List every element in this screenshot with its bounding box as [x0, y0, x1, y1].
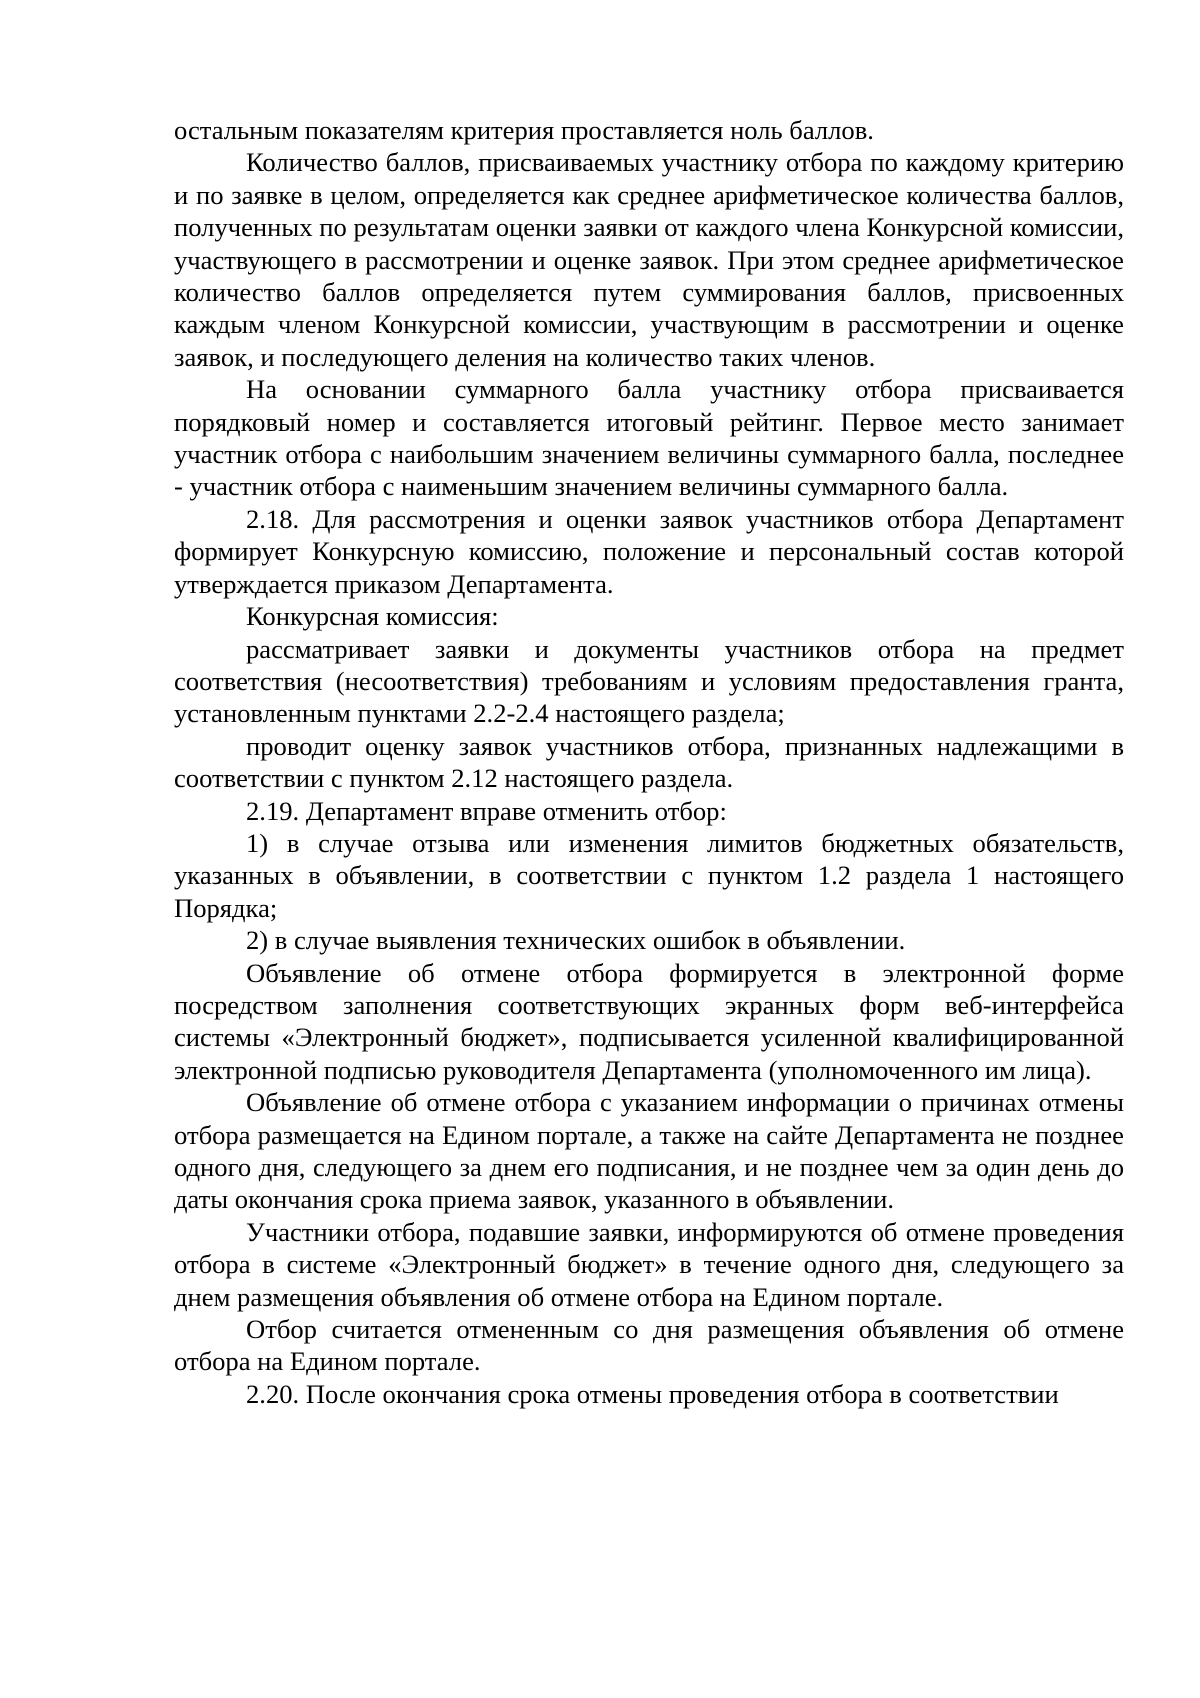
- paragraph-2: Количество баллов, присваиваемых участнику отбора по каждому критерию и по заявке в целом, определяется как среднее арифметическое количества баллов, полученных по результатам оценки заявки от каждого члена Конкурсной комиссии, участвующего в рассмотрении и оценке заявок. При этом среднее арифметическое количество баллов определяется путем суммирования баллов, присвоенных каждым членом Конкурсной комиссии, участвующим в рассмотрении и оценке заявок, и последующего деления на количество таких членов.: [174, 147, 1124, 372]
- document-page: [174, 114, 1124, 1410]
- paragraph-7: проводит оценку заявок участников отбора, признанных надлежащими в соответствии с пунктом 2.12 настоящего раздела.: [174, 730, 1124, 794]
- paragraph-11: Объявление об отмене отбора формируется в электронной форме посредством заполнения соответствующих экранных форм веб-интерфейса системы «Электронный бюджет», подписывается усиленной квалифицированной электронной подписью руководителя Департамента (уполномоченного им лица).: [174, 957, 1124, 1085]
- paragraph-9: 1) в случае отзыва или изменения лимитов бюджетных обязательств, указанных в объявлении, в соответствии с пунктом 1.2 раздела 1 настоящего Порядка;: [174, 827, 1124, 923]
- paragraph-1: остальным показателям критерия проставляется ноль баллов.: [174, 115, 874, 145]
- paragraph-15: 2.20. После окончания срока отмены проведения отбора в соответствии: [246, 1378, 1059, 1409]
- paragraph-14: Отбор считается отмененным со дня размещения объявления об отмене отбора на Едином портале.: [174, 1314, 1124, 1377]
- paragraph-3: На основании суммарного балла участнику отбора присваивается порядковый номер и составляется итоговый рейтинг. Первое место занимает участник отбора с наибольшим значением величины суммарного балла, последнее - участник отбора с наименьшим значением величины суммарного балла.: [174, 374, 1124, 502]
- paragraph-12: Объявление об отмене отбора с указанием информации о причинах отмены отбора размещается на Едином портале, а также на сайте Департамента не позднее одного дня, следующего за днем его подписания, и не позднее чем за один день до даты окончания срока приема заявок, указанного в объявлении.: [174, 1087, 1124, 1215]
- paragraph-13: Участники отбора, подавшие заявки, информируются об отмене проведения отбора в системе «Электронный бюджет» в течение одного дня, следующего за днем размещения объявления об отмене отбора на Едином портале.: [174, 1216, 1124, 1312]
- paragraph-5: Конкурсная комиссия:: [246, 601, 499, 632]
- paragraph-8: 2.19. Департамент вправе отменить отбор:: [246, 795, 727, 826]
- paragraph-6: рассматривает заявки и документы участников отбора на предмет соответствия (несоответствия) требованиям и условиям предоставления гранта, установленным пунктами 2.2-2.4 настоящего раздела;: [174, 633, 1124, 729]
- paragraph-10: 2) в случае выявления технических ошибок в объявлении.: [246, 925, 906, 956]
- paragraph-4: 2.18. Для рассмотрения и оценки заявок участников отбора Департамент формирует Конкурсную комиссию, положение и персональный состав которой утверждается приказом Департамента.: [174, 503, 1124, 599]
